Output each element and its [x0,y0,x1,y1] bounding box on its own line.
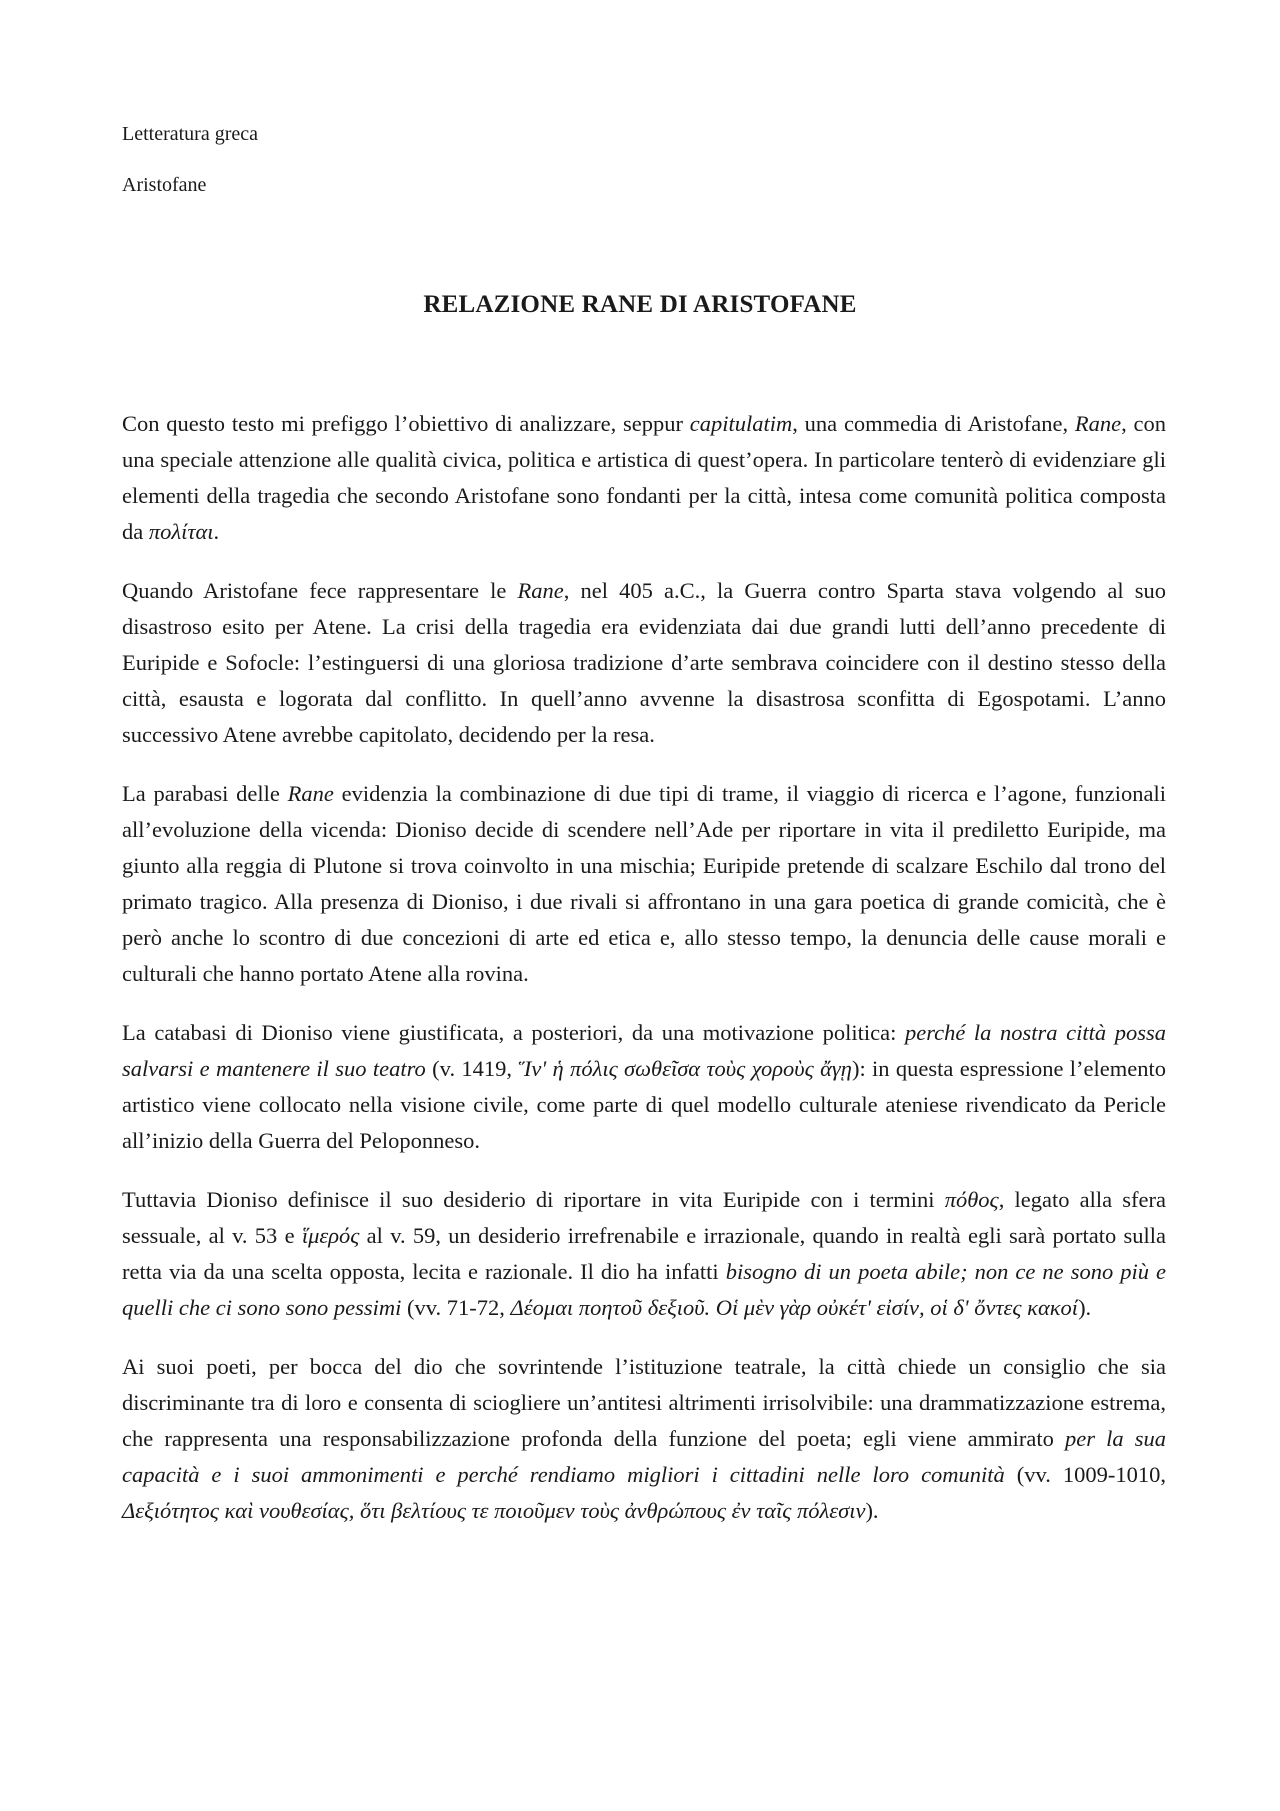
text-run: . [213,519,220,544]
text-run: Ai suoi poeti, per bocca del dio che sovrintende l’istituzione teatrale, la città chiede un consiglio che sia discriminante tra di loro e consenta di sciogliere un’antitesi altrimenti irrisolvibile: una drammatizzazione estrema, che rappresenta una responsabilizzazione profonda della funzione del poeta; egli viene ammirato [122,1354,1166,1451]
greek-quote: Δεξιότητος καὶ νουθεσίας, ὅτι βελτίους τε ποιοῦμεν τοὺς ἀνθρώπους ἐν ταῖς πόλεσιν [122,1498,866,1523]
emphasis-run: Rane [517,578,564,603]
text-run: , una commedia di Aristofane, [792,411,1075,436]
paragraph-6 [122,1349,1166,1529]
text-run: (vv. 71-72, [401,1295,511,1320]
paragraph-5 [122,1182,1166,1326]
emphasis-run: Rane [287,781,334,806]
text-run: (v. 1419, [425,1056,519,1081]
quote-translation: perché la nostra città possa salvarsi e mantenere il suo teatro [122,1020,1166,1081]
paragraph-4 [122,1015,1166,1159]
greek-term: πόθος [944,1187,999,1212]
paragraph-1 [122,406,1166,550]
document-body [122,406,1166,1552]
text-run: La catabasi di Dioniso viene giustificata, a posteriori, da una motivazione politica: [122,1020,905,1045]
text-run: ). [1078,1295,1092,1320]
text-run: ): in questa espressione l’elemento artistico viene collocato nella visione civile, come parte di quel modello culturale ateniese rivendicato da Pericle all’inizio della Guerra del Peloponneso. [122,1056,1167,1153]
text-run: evidenzia la combinazione di due tipi di trame, il viaggio di ricerca e l’agone, funzionali all’evoluzione della vicenda: Dioniso decide di scendere nell’Ade per riportare in vita il prediletto Euripide, ma giunto alla reggia di Plutone si trova coinvolto in una mischia; Euripide pretende di scalzare Eschilo dal trono del primato tragico. Alla presenza di Dioniso, i due rivali si affrontano in una gara poetica di grande comicità, che è però anche lo scontro di due concezioni di arte ed etica e, allo stesso tempo, la denuncia delle cause morali e culturali che hanno portato Atene alla rovina. [122,781,1166,986]
quote-translation: bisogno di un poeta abile; non ce ne sono più e quelli che ci sono sono pessimi [122,1259,1167,1320]
greek-quote: Ἵν' ἡ πόλις σωθεῖσα τοὺς χοροὺς ἄγῃ [518,1056,852,1081]
greek-term: πολίται [148,519,214,544]
greek-quote: Δέομαι ποητοῦ δεξιοῦ. Οἱ μὲν γὰρ οὐκέτ' εἰσίν, οἱ δ' ὄντες κακοί [510,1295,1079,1320]
text-run: , con una speciale attenzione alle qualità civica, politica e artistica di quest’opera. In particolare tenterò di evidenziare gli elementi della tragedia che secondo Aristofane sono fondanti per la città, intesa come comunità politica composta da [122,411,1166,544]
text-run: (vv. 1009-1010, [1004,1462,1166,1487]
emphasis-run: capitulatim [689,411,793,436]
text-run: , legato alla sfera sessuale, al v. 53 e [122,1187,1166,1248]
text-run: , nel 405 a.C., la Guerra contro Sparta stava volgendo al suo disastroso esito per Atene. La crisi della tragedia era evidenziata dai due grandi lutti dell’anno precedente di Euripide e Sofocle: l’estinguersi di una gloriosa tradizione d’arte sembrava coincidere con il destino stesso della città, esausta e logorata dal conflitto. In quell’anno avvenne la disastrosa sconfitta di Egospotami. L’anno successivo Atene avrebbe capitolato, decidendo per la resa. [122,578,1166,747]
paragraph-3 [122,776,1166,992]
quote-translation: per la sua capacità e i suoi ammonimenti e perché rendiamo migliori i cittadini nelle loro comunità [122,1426,1166,1487]
emphasis-run: Rane [1074,411,1122,436]
text-run: ). [865,1498,879,1523]
document-title: RELAZIONE RANE DI ARISTOFANE [423,291,857,318]
text-run: Con questo testo mi prefiggo l’obiettivo di analizzare, seppur [122,411,690,436]
text-run: La parabasi delle [122,781,288,806]
author-label: Aristofane [122,174,207,196]
text-run: Tuttavia Dioniso definisce il suo desiderio di riportare in vita Euripide con i termini [122,1187,945,1212]
greek-term: ἵμερός [301,1223,360,1248]
course-label: Letteratura greca [122,123,259,145]
text-run: al v. 59, un desiderio irrefrenabile e irrazionale, quando in realtà egli sarà portato sulla retta via da una scelta opposta, lecita e razionale. Il dio ha infatti [122,1223,1166,1284]
paragraph-2 [122,573,1166,753]
text-run: Quando Aristofane fece rappresentare le [122,578,518,603]
